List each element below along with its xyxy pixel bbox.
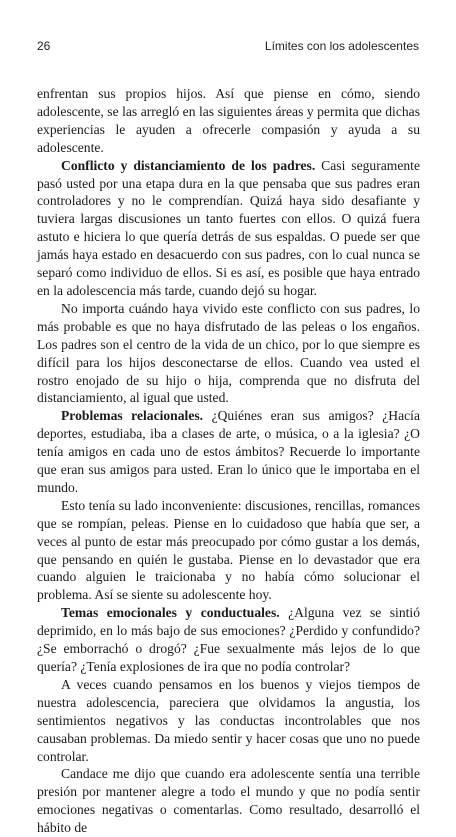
paragraph-text: No importa cuándo haya vivido este conflicto con sus padres, lo más probable es que no haya disfrutado de las peleas o los engaños. Los padres son el centro de la vida de un chico, por lo que siempre es difícil para los hijos desconectarse de ellos. Cuando vea usted el rostro enojado de su hijo o hija, comprenda que no disfruta del distanciamiento, al igual que usted. — [37, 300, 420, 406]
paragraph-text: ¿Alguna vez se sintió deprimido, en lo más bajo de sus emociones? ¿Perdido y confundido? ¿Se emborrachó o drogó? ¿Fue sexualmente más lejos de lo que quería? ¿Tenía explosiones de ira que no podía controlar? — [37, 605, 420, 674]
paragraph — [37, 676, 420, 766]
paragraph-text: enfrentan sus propios hijos. Así que piense en cómo, siendo adolescente, se las arregló en las siguientes áreas y permita que dichas experiencias le ayuden a ofrecerle compasión y ayuda a su adolescente. — [37, 86, 420, 155]
page-number: 26 — [37, 39, 51, 53]
section-heading: Problemas relacionales. — [61, 408, 212, 424]
section-heading: Temas emocionales y conductuales. — [61, 605, 289, 621]
paragraph-text: ¿Quiénes eran sus amigos? ¿Hacía deportes, estudiaba, iba a clases de arte, o música, o a la iglesia? ¿O tenía amigos en cada uno de estos ámbitos? Recuerde lo importante que eran sus amigos para usted. Eran lo único que le importaba en el mundo. — [37, 408, 420, 495]
paragraph-text: Candace me dijo que cuando era adolescente sentía una terrible presión por mantener alegre a todo el mundo y que no podía sentir emociones negativas o comentarlas. Como resultado, desarrolló el hábito de — [37, 766, 420, 836]
paragraph — [37, 300, 420, 407]
paragraph — [37, 407, 420, 497]
paragraph-text: A veces cuando pensamos en los buenos y viejos tiempos de nuestra adolescencia, pareciera que olvidamos la angustia, los sentimientos negativos y las conductas incontrolables que nos causaban problemas. Da miedo sentir y hacer cosas que uno no puede controlar. — [37, 676, 420, 764]
paragraph — [37, 765, 420, 837]
paragraph — [37, 604, 420, 676]
paragraph-text: Esto tenía su lado inconveniente: discusiones, rencillas, romances que se rompían, peleas. Piense en lo cuidadoso que había que ser, a veces al punto de estar más preocupado por cómo gustar a los demás, que pensando en quién le gustaba. Piense en lo devastador que era cuando alguien le traicionaba y no había cómo solucionar el problema. Así se siente su adolescente hoy. — [37, 497, 420, 603]
section-heading: Conflicto y distanciamiento de los padres. — [61, 157, 322, 173]
paragraph — [37, 85, 420, 157]
running-header — [37, 39, 419, 53]
paragraph-text: Casi seguramente pasó usted por una etapa dura en la que pensaba que sus padres eran controladores y no le comprendían. Quizá haya sido desafiante y tuviera largas discusiones un tanto fuertes con ellos. O quizá fuera astuto e hiciera lo que quería detrás de sus espaldas. O puede ser que jamás haya estado en desacuerdo con sus padres, con lo cual nunca se separó como individuo de ellos. Si es así, es posible que haya entrado en la adolescencia más tarde, cuando dejó su hogar. — [37, 157, 420, 298]
paragraph — [37, 497, 420, 604]
running-title: Límites con los adolescentes — [264, 39, 419, 53]
page-body — [37, 85, 420, 837]
paragraph — [37, 157, 420, 300]
